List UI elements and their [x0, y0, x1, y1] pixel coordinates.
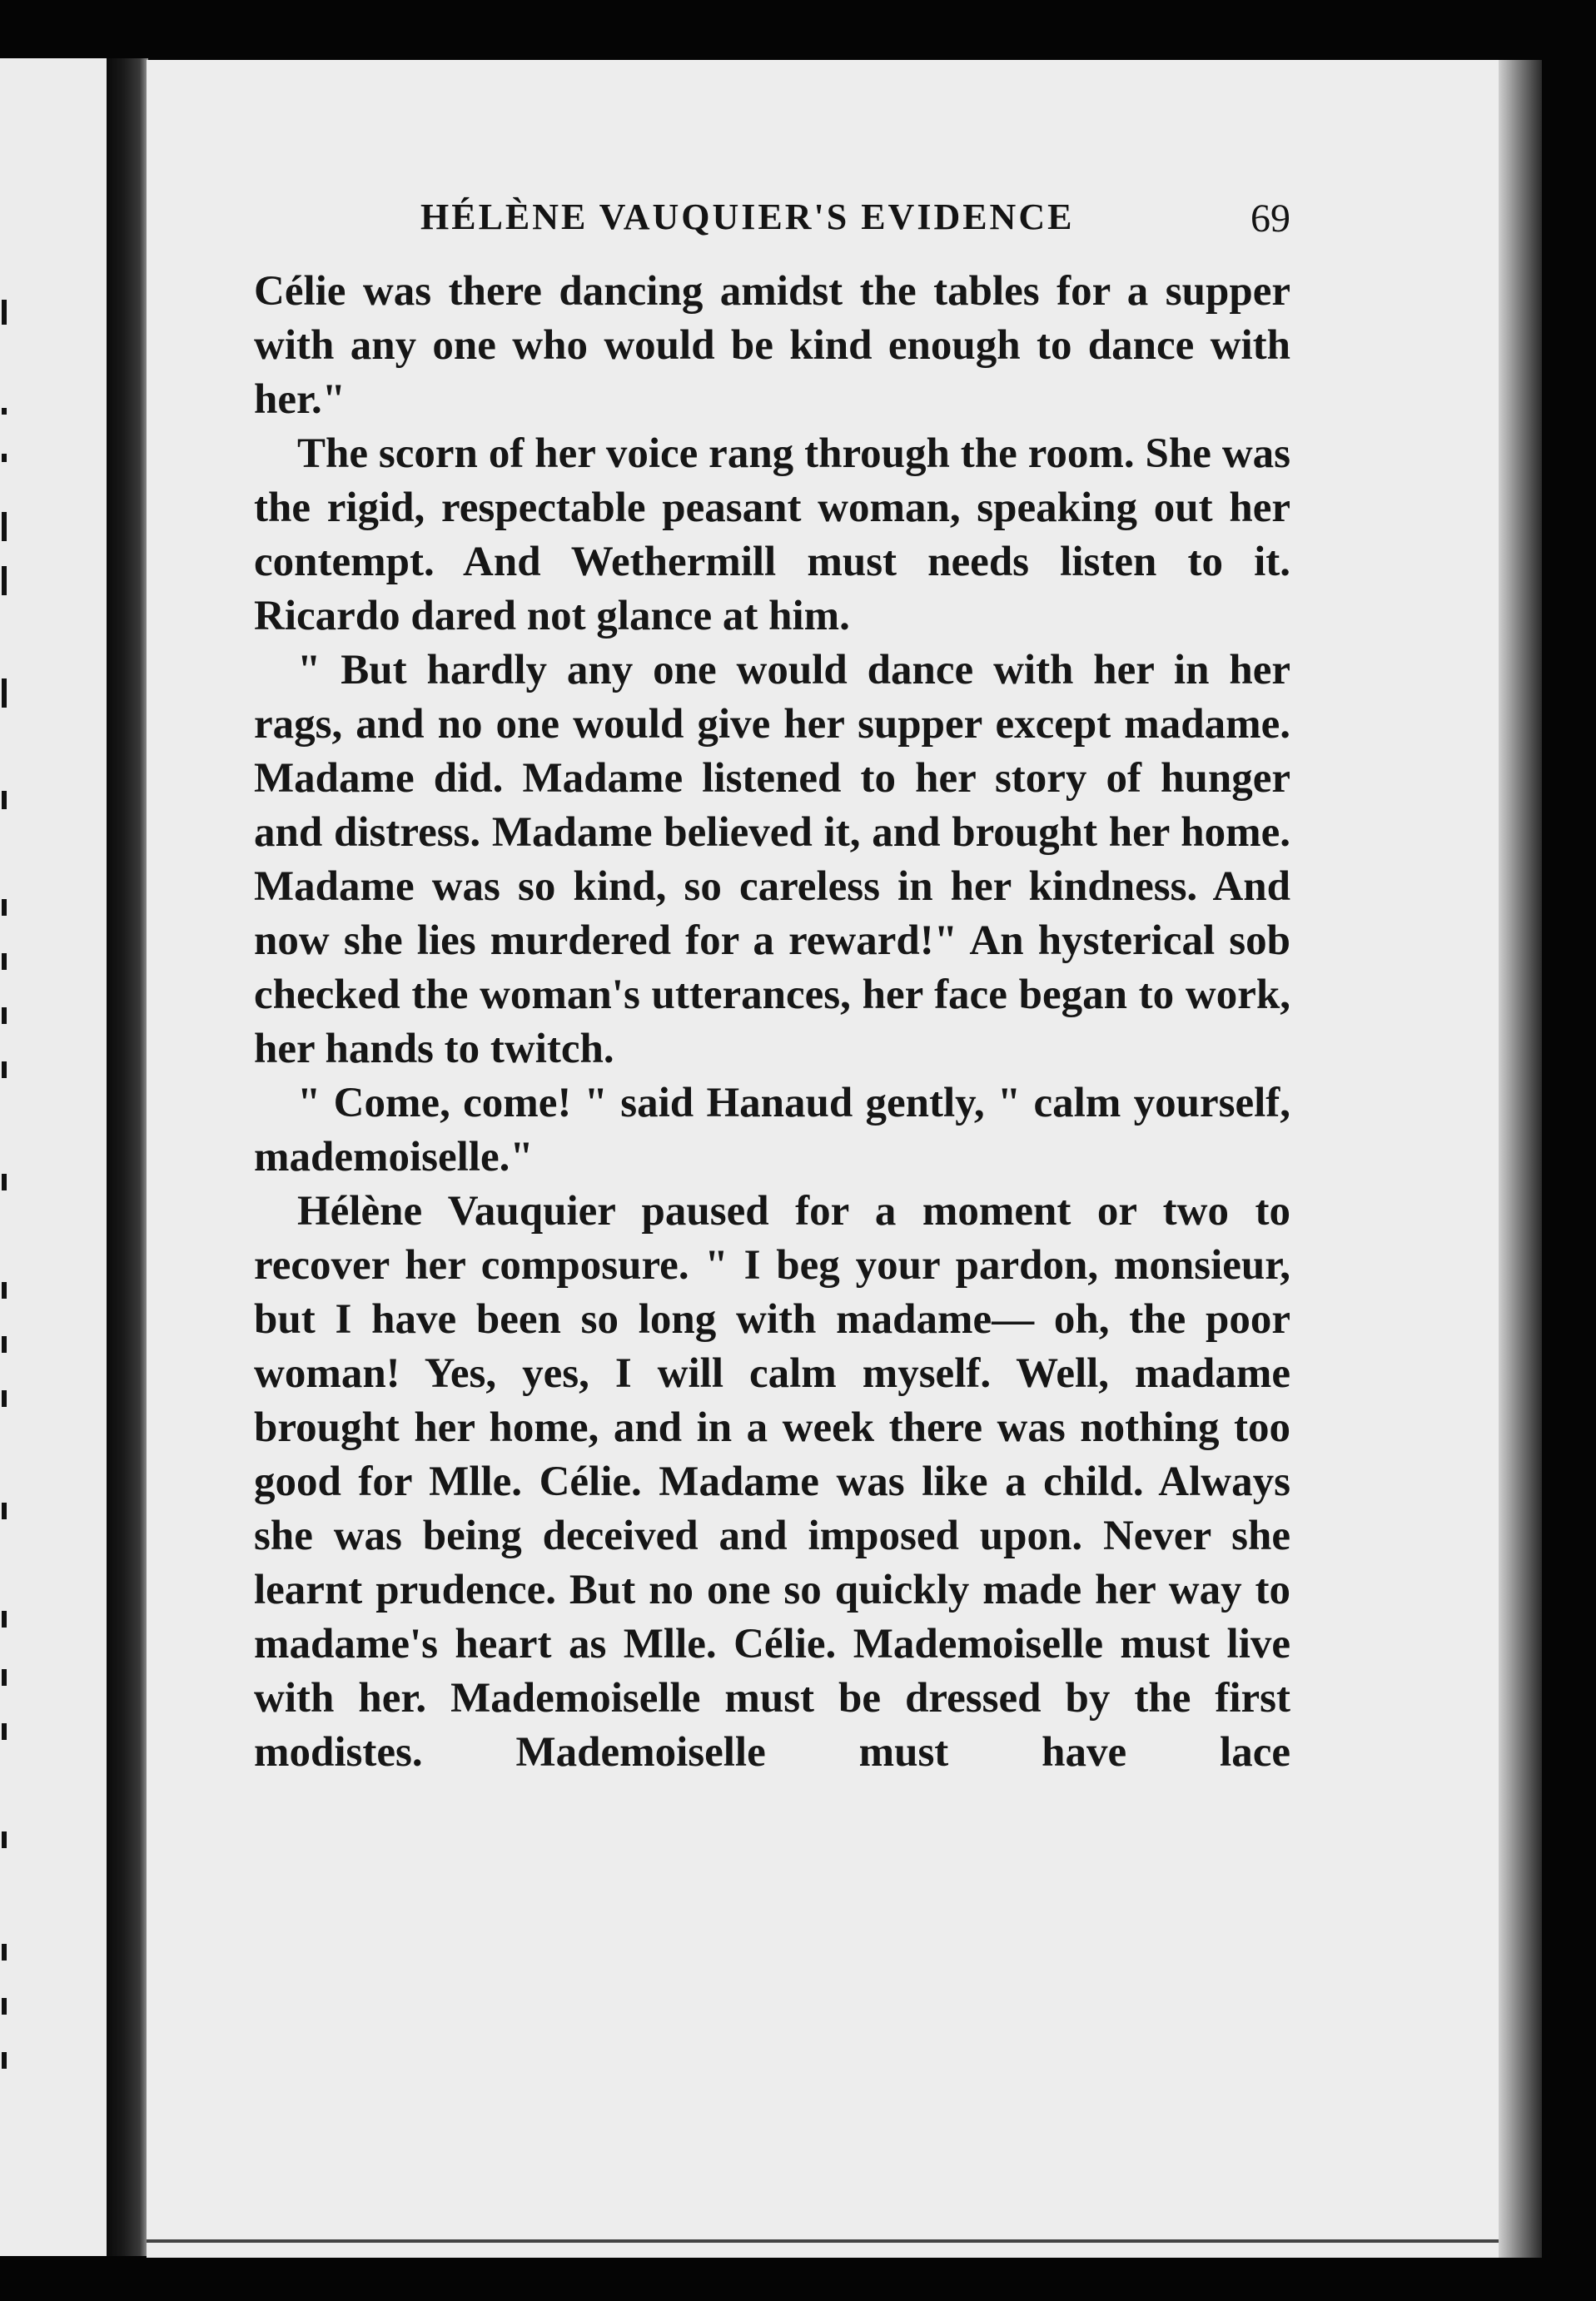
paragraph: " Come, come! " said Hanaud gently, " calm yourself, mademoiselle."	[254, 1080, 1290, 1180]
page-bottom-edge	[147, 2239, 1499, 2243]
previous-page-edge	[0, 58, 107, 2256]
paragraph: " But hardly any one would dance with her in her rags, and no one would give her supper except madame. Madame did. Madame listened to her story of hunger and distress. Madame believed it, and brought her home. Madame was so kind, so careless in her kindness. And now she lies murdered for a reward!" An hysterical sob checked the woman's utterances, her face began to work, her hands to twitch.	[254, 647, 1290, 1072]
running-head-title: HÉLÈNE VAUQUIER'S EVIDENCE	[420, 196, 1075, 237]
page-number: 69	[1250, 196, 1290, 241]
book-gutter	[107, 58, 148, 2256]
page-edge-shadow	[1499, 60, 1542, 2258]
running-head	[254, 196, 1290, 262]
paragraph: Célie was there dancing amidst the tables for a supper with any one who would be kind enough to dance with her."	[254, 268, 1290, 423]
paragraph: The scorn of her voice rang through the room. She was the rigid, respectable peasant woman, speaking out her contempt. And Wethermill must needs listen to it. Ricardo dared not glance at him.	[254, 430, 1290, 639]
previous-page-text-fragments	[0, 58, 15, 2256]
body-text	[254, 265, 1290, 1780]
paragraph: Hélène Vauquier paused for a moment or two to recover her composure. " I beg your pardon, monsieur, but I have been so long with madame— oh, the poor woman! Yes, yes, I will calm myself. Well, madame brought her home, and in a week there was nothing too good for Mlle. Célie. Madame was like a child. Always she was being deceived and imposed upon. Never she learnt prudence. But no one so quickly made her way to madame's heart as Mlle. Célie. Mademoiselle must live with her. Mademoiselle must be dressed by the first modistes. Mademoiselle must have lace	[254, 1188, 1290, 1776]
